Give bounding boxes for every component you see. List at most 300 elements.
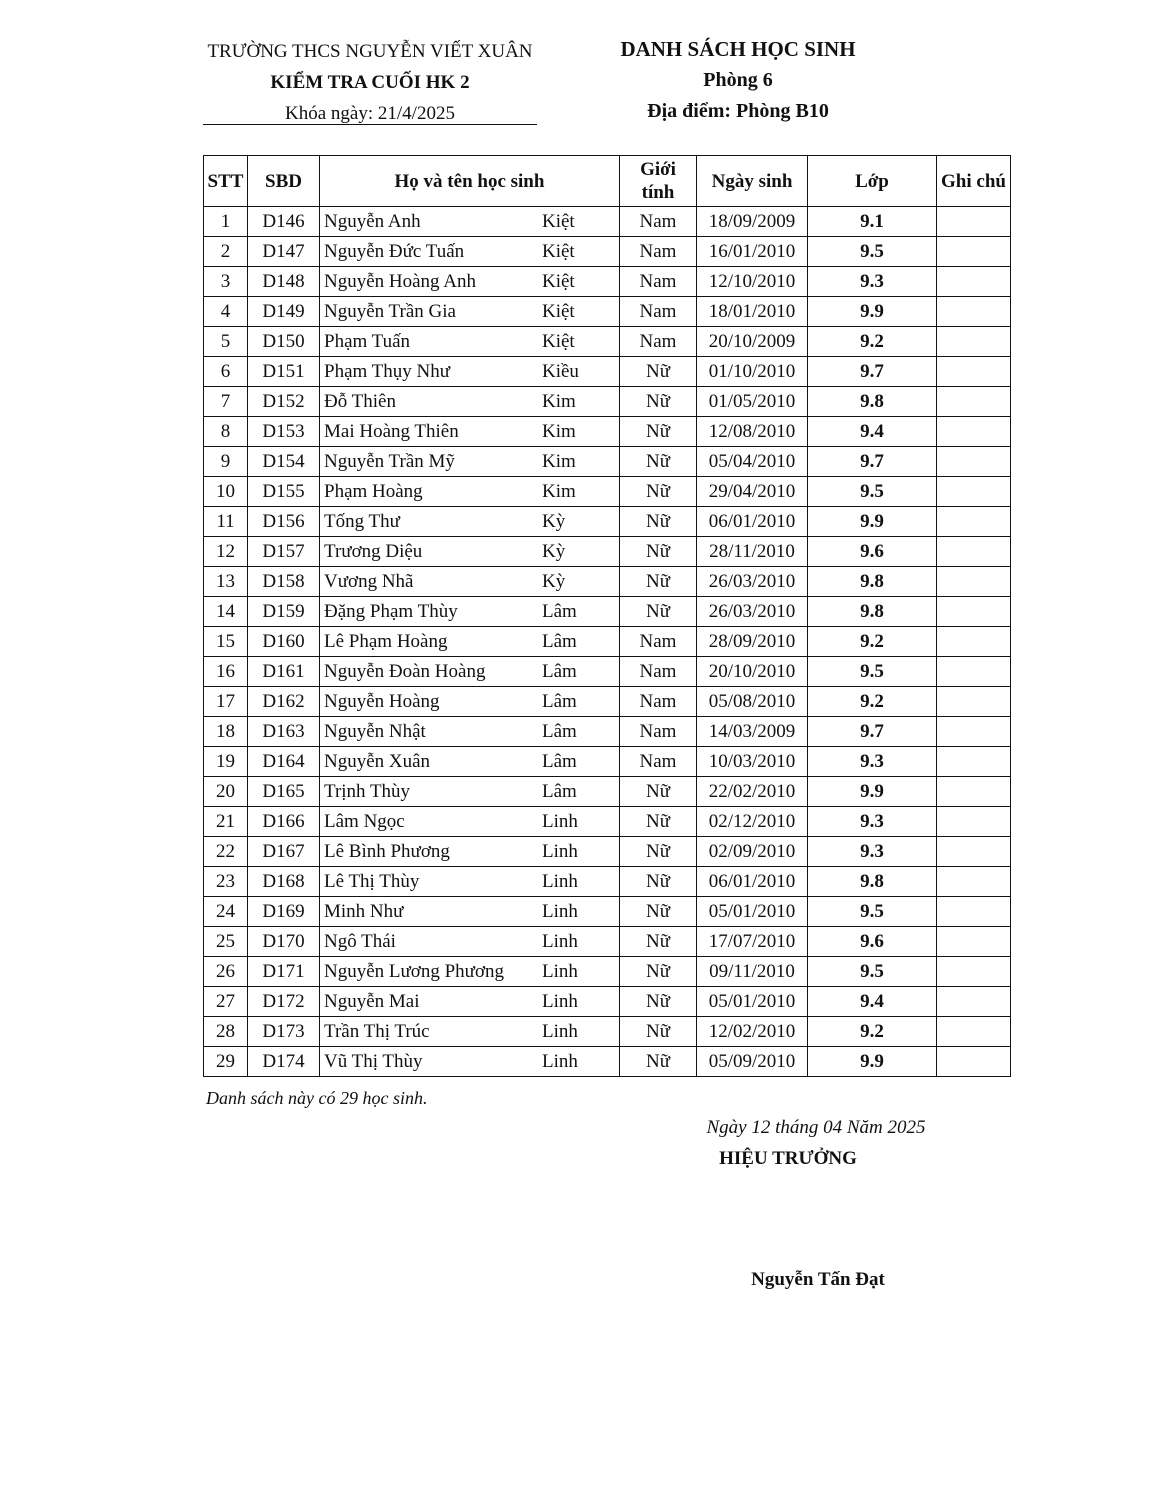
cell-gender: Nữ <box>620 567 697 597</box>
cell-name <box>320 807 620 837</box>
cell-dob: 12/10/2010 <box>697 267 808 297</box>
cell-last-name: Nguyễn Mai <box>324 991 420 1012</box>
table-row <box>204 207 1011 237</box>
cell-first-name: Linh <box>542 1051 578 1072</box>
cell-first-name: Linh <box>542 811 578 832</box>
table-row <box>204 327 1011 357</box>
cell-class: 9.7 <box>808 447 937 477</box>
page-title: DANH SÁCH HỌC SINH <box>620 37 856 61</box>
cell-stt: 3 <box>204 267 248 297</box>
cell-gender: Nam <box>620 327 697 357</box>
cell-class: 9.3 <box>808 837 937 867</box>
cell-last-name: Trương Diệu <box>324 541 423 562</box>
cell-class: 9.5 <box>808 957 937 987</box>
table-row <box>204 717 1011 747</box>
table-row <box>204 897 1011 927</box>
cell-stt: 28 <box>204 1017 248 1047</box>
cell-dob: 05/04/2010 <box>697 447 808 477</box>
cell-stt: 4 <box>204 297 248 327</box>
cell-class: 9.8 <box>808 867 937 897</box>
cell-last-name: Trịnh Thùy <box>324 781 411 802</box>
cell-note <box>937 267 1011 297</box>
cell-sbd: D156 <box>248 507 320 537</box>
cell-dob: 02/12/2010 <box>697 807 808 837</box>
table-body <box>204 207 1011 1077</box>
cell-first-name: Lâm <box>542 721 577 742</box>
cell-class: 9.4 <box>808 417 937 447</box>
cell-dob: 01/05/2010 <box>697 387 808 417</box>
cell-name <box>320 717 620 747</box>
cell-gender: Nữ <box>620 1047 697 1077</box>
cell-note <box>937 687 1011 717</box>
cell-dob: 20/10/2010 <box>697 657 808 687</box>
cell-sbd: D164 <box>248 747 320 777</box>
cell-last-name: Tống Thư <box>324 511 400 532</box>
cell-name <box>320 1017 620 1047</box>
cell-dob: 26/03/2010 <box>697 597 808 627</box>
table-row <box>204 957 1011 987</box>
cell-last-name: Nguyễn Hoàng <box>324 691 440 712</box>
cell-sbd: D163 <box>248 717 320 747</box>
cell-gender: Nam <box>620 237 697 267</box>
cell-last-name: Minh Như <box>324 901 404 922</box>
table-row <box>204 387 1011 417</box>
cell-note <box>937 1017 1011 1047</box>
cell-class: 9.6 <box>808 927 937 957</box>
cell-name <box>320 417 620 447</box>
cell-sbd: D167 <box>248 837 320 867</box>
cell-stt: 23 <box>204 867 248 897</box>
cell-name <box>320 627 620 657</box>
location-label: Địa điểm: Phòng B10 <box>647 100 829 122</box>
cell-dob: 10/03/2010 <box>697 747 808 777</box>
cell-note <box>937 537 1011 567</box>
table-row <box>204 297 1011 327</box>
cell-name <box>320 237 620 267</box>
table-row <box>204 987 1011 1017</box>
cell-gender: Nữ <box>620 867 697 897</box>
cell-name <box>320 957 620 987</box>
cell-sbd: D161 <box>248 657 320 687</box>
cell-dob: 29/04/2010 <box>697 477 808 507</box>
cell-name <box>320 327 620 357</box>
cell-sbd: D171 <box>248 957 320 987</box>
cell-first-name: Linh <box>542 931 578 952</box>
cell-name <box>320 567 620 597</box>
cell-dob: 17/07/2010 <box>697 927 808 957</box>
cell-sbd: D151 <box>248 357 320 387</box>
cell-last-name: Trần Thị Trúc <box>324 1021 430 1042</box>
cell-first-name: Kim <box>542 481 576 502</box>
cell-class: 9.9 <box>808 777 937 807</box>
cell-class: 9.5 <box>808 897 937 927</box>
cell-name <box>320 867 620 897</box>
cell-sbd: D169 <box>248 897 320 927</box>
cell-gender: Nam <box>620 747 697 777</box>
cell-class: 9.3 <box>808 807 937 837</box>
cell-last-name: Nguyễn Trần Mỹ <box>324 451 455 472</box>
cell-note <box>937 237 1011 267</box>
cell-sbd: D158 <box>248 567 320 597</box>
cell-last-name: Nguyễn Anh <box>324 211 421 232</box>
cell-name <box>320 207 620 237</box>
cell-class: 9.5 <box>808 237 937 267</box>
cell-name <box>320 357 620 387</box>
cell-name <box>320 927 620 957</box>
table-row <box>204 1017 1011 1047</box>
cell-first-name: Lâm <box>542 601 577 622</box>
cell-last-name: Nguyễn Xuân <box>324 751 431 772</box>
cell-class: 9.1 <box>808 207 937 237</box>
cell-stt: 13 <box>204 567 248 597</box>
col-note: Ghi chú <box>937 156 1011 207</box>
cell-first-name: Lâm <box>542 751 577 772</box>
cell-dob: 28/09/2010 <box>697 627 808 657</box>
cell-note <box>937 567 1011 597</box>
cell-stt: 25 <box>204 927 248 957</box>
cell-dob: 02/09/2010 <box>697 837 808 867</box>
cell-gender: Nữ <box>620 387 697 417</box>
cell-sbd: D148 <box>248 267 320 297</box>
list-header <box>588 34 888 127</box>
col-gender-line2: tính <box>641 182 675 203</box>
student-table <box>203 155 1011 1077</box>
cell-note <box>937 657 1011 687</box>
signer-name: Nguyễn Tấn Đạt <box>751 1269 885 1290</box>
cell-note <box>937 747 1011 777</box>
cell-gender: Nam <box>620 627 697 657</box>
cell-note <box>937 897 1011 927</box>
cell-dob: 05/01/2010 <box>697 897 808 927</box>
cell-note <box>937 1047 1011 1077</box>
cell-stt: 27 <box>204 987 248 1017</box>
cell-class: 9.9 <box>808 297 937 327</box>
table-row <box>204 357 1011 387</box>
table-row <box>204 597 1011 627</box>
cell-stt: 18 <box>204 717 248 747</box>
cell-last-name: Vũ Thị Thùy <box>324 1051 423 1072</box>
count-note: Danh sách này có 29 học sinh. <box>206 1088 428 1108</box>
cell-stt: 15 <box>204 627 248 657</box>
cell-gender: Nữ <box>620 897 697 927</box>
cell-name <box>320 897 620 927</box>
cell-name <box>320 1047 620 1077</box>
cell-note <box>937 297 1011 327</box>
cell-class: 9.4 <box>808 987 937 1017</box>
cell-sbd: D174 <box>248 1047 320 1077</box>
cell-gender: Nam <box>620 687 697 717</box>
cell-name <box>320 597 620 627</box>
cell-sbd: D173 <box>248 1017 320 1047</box>
cell-first-name: Kỳ <box>542 511 566 532</box>
cell-dob: 05/09/2010 <box>697 1047 808 1077</box>
col-name: Họ và tên học sinh <box>320 156 620 207</box>
cell-note <box>937 627 1011 657</box>
cell-name <box>320 507 620 537</box>
cell-sbd: D159 <box>248 597 320 627</box>
cell-stt: 14 <box>204 597 248 627</box>
cell-sbd: D152 <box>248 387 320 417</box>
table-row <box>204 417 1011 447</box>
cell-dob: 16/01/2010 <box>697 237 808 267</box>
cell-note <box>937 957 1011 987</box>
cell-dob: 06/01/2010 <box>697 867 808 897</box>
cell-class: 9.8 <box>808 567 937 597</box>
cell-sbd: D154 <box>248 447 320 477</box>
table-header-row <box>204 156 1011 207</box>
cell-stt: 8 <box>204 417 248 447</box>
cell-gender: Nữ <box>620 1017 697 1047</box>
cell-last-name: Phạm Hoàng <box>324 481 423 502</box>
col-gender-line1: Giới <box>640 159 676 180</box>
cell-sbd: D166 <box>248 807 320 837</box>
cell-last-name: Vương Nhã <box>324 571 414 592</box>
cell-sbd: D150 <box>248 327 320 357</box>
cell-name <box>320 447 620 477</box>
cell-dob: 01/10/2010 <box>697 357 808 387</box>
cell-gender: Nữ <box>620 987 697 1017</box>
cell-last-name: Ngô Thái <box>324 931 396 952</box>
cell-class: 9.9 <box>808 1047 937 1077</box>
header-divider <box>203 124 537 125</box>
cell-first-name: Kim <box>542 421 576 442</box>
table-row <box>204 837 1011 867</box>
cell-stt: 2 <box>204 237 248 267</box>
cell-last-name: Lâm Ngọc <box>324 811 405 832</box>
sign-date: Ngày 12 tháng 04 Năm 2025 <box>706 1117 926 1138</box>
cell-dob: 14/03/2009 <box>697 717 808 747</box>
cell-name <box>320 777 620 807</box>
table-row <box>204 657 1011 687</box>
cell-note <box>937 867 1011 897</box>
col-stt: STT <box>204 156 248 207</box>
cell-first-name: Lâm <box>542 631 577 652</box>
table-row <box>204 507 1011 537</box>
cell-note <box>937 357 1011 387</box>
table-row <box>204 267 1011 297</box>
cell-first-name: Kiệt <box>542 301 575 322</box>
cell-sbd: D172 <box>248 987 320 1017</box>
table-row <box>204 477 1011 507</box>
cell-class: 9.2 <box>808 687 937 717</box>
cell-stt: 20 <box>204 777 248 807</box>
cell-class: 9.5 <box>808 477 937 507</box>
cell-first-name: Lâm <box>542 661 577 682</box>
cell-gender: Nam <box>620 717 697 747</box>
cell-class: 9.7 <box>808 717 937 747</box>
cell-name <box>320 837 620 867</box>
table-row <box>204 927 1011 957</box>
cell-stt: 6 <box>204 357 248 387</box>
table-row <box>204 687 1011 717</box>
cell-note <box>937 597 1011 627</box>
cell-class: 9.9 <box>808 507 937 537</box>
cell-gender: Nữ <box>620 837 697 867</box>
cell-first-name: Linh <box>542 901 578 922</box>
cell-last-name: Lê Bình Phương <box>324 841 450 862</box>
table-row <box>204 867 1011 897</box>
cell-sbd: D160 <box>248 627 320 657</box>
col-sbd: SBD <box>248 156 320 207</box>
cell-gender: Nữ <box>620 777 697 807</box>
cell-name <box>320 657 620 687</box>
table-row <box>204 567 1011 597</box>
cell-stt: 16 <box>204 657 248 687</box>
table-row <box>204 807 1011 837</box>
cell-first-name: Linh <box>542 841 578 862</box>
table-row <box>204 447 1011 477</box>
cell-last-name: Mai Hoàng Thiên <box>324 421 459 442</box>
table-row <box>204 747 1011 777</box>
cell-class: 9.2 <box>808 327 937 357</box>
cell-first-name: Kiều <box>542 361 579 382</box>
cell-dob: 20/10/2009 <box>697 327 808 357</box>
cell-first-name: Lâm <box>542 781 577 802</box>
cell-name <box>320 687 620 717</box>
cell-last-name: Phạm Tuấn <box>324 331 411 352</box>
cell-class: 9.3 <box>808 747 937 777</box>
col-class: Lớp <box>808 156 937 207</box>
cell-class: 9.2 <box>808 627 937 657</box>
cell-note <box>937 837 1011 867</box>
cell-gender: Nam <box>620 267 697 297</box>
cell-last-name: Nguyễn Hoàng Anh <box>324 271 476 292</box>
cell-last-name: Nguyễn Đoàn Hoàng <box>324 661 486 682</box>
cell-dob: 12/08/2010 <box>697 417 808 447</box>
col-gender <box>620 156 697 207</box>
table-row <box>204 627 1011 657</box>
cell-class: 9.2 <box>808 1017 937 1047</box>
room-label: Phòng 6 <box>703 69 773 91</box>
cell-name <box>320 537 620 567</box>
cell-last-name: Nguyễn Nhật <box>324 721 426 742</box>
cell-sbd: D162 <box>248 687 320 717</box>
cell-last-name: Đặng Phạm Thùy <box>324 601 458 622</box>
cell-dob: 06/01/2010 <box>697 507 808 537</box>
table-row <box>204 537 1011 567</box>
cell-last-name: Lê Phạm Hoàng <box>324 631 448 652</box>
cell-stt: 5 <box>204 327 248 357</box>
cell-stt: 9 <box>204 447 248 477</box>
cell-stt: 19 <box>204 747 248 777</box>
cell-note <box>937 447 1011 477</box>
cell-last-name: Phạm Thụy Như <box>324 361 451 382</box>
cell-sbd: D146 <box>248 207 320 237</box>
cell-name <box>320 387 620 417</box>
cell-name <box>320 297 620 327</box>
cell-stt: 22 <box>204 837 248 867</box>
cell-stt: 7 <box>204 387 248 417</box>
cell-sbd: D168 <box>248 867 320 897</box>
cell-gender: Nữ <box>620 597 697 627</box>
cell-first-name: Kim <box>542 451 576 472</box>
cell-stt: 1 <box>204 207 248 237</box>
cell-stt: 24 <box>204 897 248 927</box>
cell-sbd: D149 <box>248 297 320 327</box>
cell-class: 9.6 <box>808 537 937 567</box>
cell-first-name: Kiệt <box>542 331 575 352</box>
cell-last-name: Nguyễn Lương Phương <box>324 961 505 982</box>
cell-gender: Nữ <box>620 537 697 567</box>
cell-first-name: Linh <box>542 991 578 1012</box>
cell-last-name: Lê Thị Thùy <box>324 871 420 892</box>
cell-gender: Nam <box>620 207 697 237</box>
cell-gender: Nữ <box>620 477 697 507</box>
cell-name <box>320 477 620 507</box>
cell-name <box>320 267 620 297</box>
cell-dob: 28/11/2010 <box>697 537 808 567</box>
cell-first-name: Kim <box>542 391 576 412</box>
cell-stt: 17 <box>204 687 248 717</box>
cell-gender: Nữ <box>620 957 697 987</box>
cell-note <box>937 417 1011 447</box>
cell-note <box>937 807 1011 837</box>
cell-note <box>937 387 1011 417</box>
cell-sbd: D155 <box>248 477 320 507</box>
cell-class: 9.8 <box>808 597 937 627</box>
cell-note <box>937 987 1011 1017</box>
cell-gender: Nữ <box>620 807 697 837</box>
cell-last-name: Đỗ Thiên <box>324 391 396 412</box>
cell-sbd: D153 <box>248 417 320 447</box>
cell-first-name: Linh <box>542 871 578 892</box>
cell-dob: 05/08/2010 <box>697 687 808 717</box>
cell-gender: Nữ <box>620 357 697 387</box>
cell-sbd: D170 <box>248 927 320 957</box>
exam-title: KIỂM TRA CUỐI HK 2 <box>270 72 470 93</box>
col-dob: Ngày sinh <box>697 156 808 207</box>
cell-class: 9.7 <box>808 357 937 387</box>
cell-first-name: Kiệt <box>542 271 575 292</box>
cell-first-name: Linh <box>542 1021 578 1042</box>
cell-note <box>937 207 1011 237</box>
cell-dob: 09/11/2010 <box>697 957 808 987</box>
cell-stt: 11 <box>204 507 248 537</box>
cell-gender: Nữ <box>620 447 697 477</box>
cell-note <box>937 777 1011 807</box>
cell-gender: Nam <box>620 297 697 327</box>
cell-first-name: Kiệt <box>542 241 575 262</box>
cell-dob: 18/01/2010 <box>697 297 808 327</box>
cell-first-name: Lâm <box>542 691 577 712</box>
cell-stt: 10 <box>204 477 248 507</box>
cell-class: 9.8 <box>808 387 937 417</box>
cell-sbd: D147 <box>248 237 320 267</box>
cell-class: 9.5 <box>808 657 937 687</box>
table-row <box>204 237 1011 267</box>
cell-stt: 21 <box>204 807 248 837</box>
cell-dob: 26/03/2010 <box>697 567 808 597</box>
cell-stt: 12 <box>204 537 248 567</box>
cell-dob: 05/01/2010 <box>697 987 808 1017</box>
cell-dob: 12/02/2010 <box>697 1017 808 1047</box>
exam-date: Khóa ngày: 21/4/2025 <box>285 103 455 124</box>
cell-gender: Nữ <box>620 927 697 957</box>
cell-note <box>937 717 1011 747</box>
cell-first-name: Kỳ <box>542 571 566 592</box>
table-row <box>204 1047 1011 1077</box>
cell-name <box>320 747 620 777</box>
cell-note <box>937 927 1011 957</box>
cell-gender: Nữ <box>620 417 697 447</box>
cell-name <box>320 987 620 1017</box>
cell-last-name: Nguyễn Trần Gia <box>324 301 456 322</box>
cell-dob: 18/09/2009 <box>697 207 808 237</box>
cell-sbd: D165 <box>248 777 320 807</box>
cell-note <box>937 507 1011 537</box>
cell-note <box>937 477 1011 507</box>
cell-dob: 22/02/2010 <box>697 777 808 807</box>
